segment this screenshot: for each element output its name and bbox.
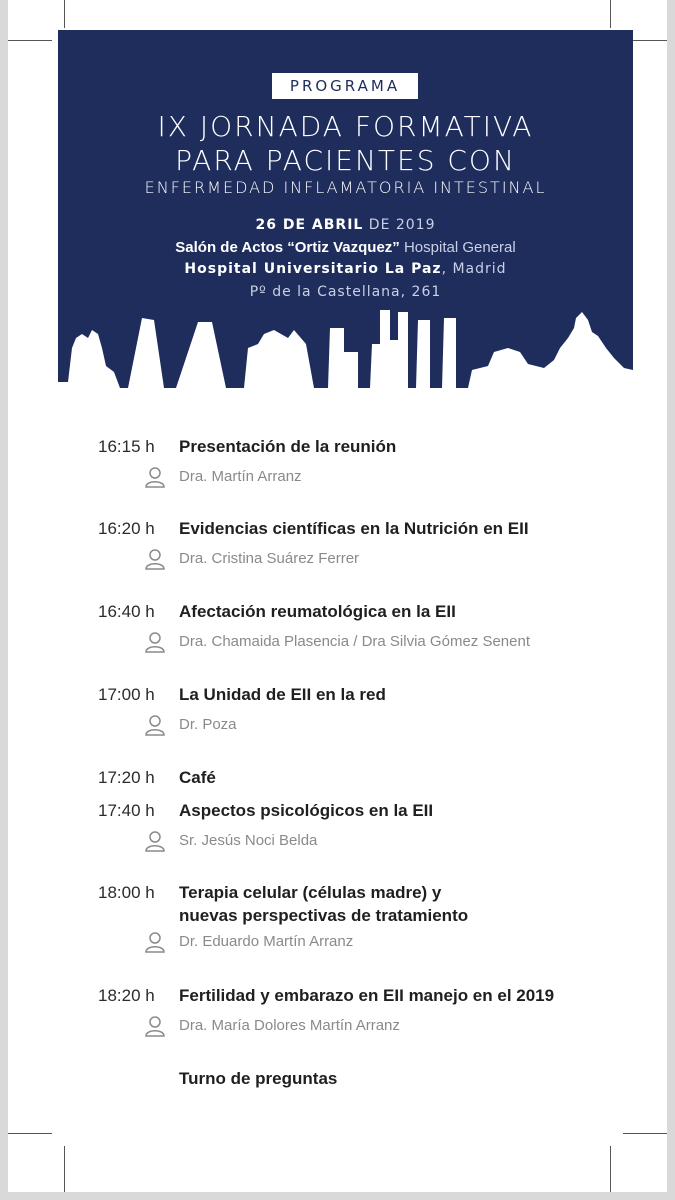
program-title-line2: nuevas perspectivas de tratamiento	[179, 906, 469, 925]
program-time: 16:15 h	[98, 437, 155, 456]
event-address: Pº de la Castellana, 261	[249, 284, 442, 300]
crop-mark	[610, 1146, 611, 1192]
person-icon	[143, 630, 167, 654]
madrid-skyline-illustration	[58, 308, 633, 388]
person-icon	[143, 713, 167, 737]
program-title: Turno de preguntas	[179, 1069, 338, 1088]
program-time: 16:20 h	[98, 519, 155, 538]
program-title: Afectación reumatológica en la EII	[179, 602, 456, 621]
program-page	[8, 0, 667, 1192]
program-speaker: Dra. María Dolores Martín Arranz	[179, 1017, 400, 1034]
program-speaker: Dra. Cristina Suárez Ferrer	[179, 550, 360, 567]
person-icon	[143, 1014, 167, 1038]
event-venue: Salón de Actos “Ortiz Vazquez” Hospital General	[175, 239, 516, 256]
program-tag: PROGRAMA	[272, 73, 418, 99]
event-hospital: Hospital Universitario La Paz, Madrid	[184, 261, 507, 277]
program-title: Terapia celular (células madre) y	[179, 883, 442, 902]
header-banner	[58, 30, 633, 388]
program-speaker: Dra. Martín Arranz	[179, 468, 302, 485]
crop-mark	[8, 1133, 52, 1134]
program-time: 17:20 h	[98, 768, 155, 787]
program-time: 16:40 h	[98, 602, 155, 621]
program-title: Evidencias científicas en la Nutrición en EII	[179, 519, 529, 538]
person-icon	[143, 829, 167, 853]
program-title: Presentación de la reunión	[179, 437, 397, 456]
person-icon	[143, 465, 167, 489]
program-time: 18:20 h	[98, 986, 155, 1005]
crop-mark	[623, 1133, 667, 1134]
event-title-line2: PARA PACIENTES CON	[175, 144, 516, 177]
program-time: 17:00 h	[98, 685, 155, 704]
event-title-line3: ENFERMEDAD INFLAMATORIA INTESTINAL	[144, 178, 547, 197]
crop-mark	[64, 0, 65, 28]
program-time: 18:00 h	[98, 883, 155, 902]
program-title: Fertilidad y embarazo en EII manejo en el 2019	[179, 986, 555, 1005]
program-speaker: Dra. Chamaida Plasencia / Dra Silvia Gómez Senent	[179, 633, 530, 650]
program-speaker: Dr. Poza	[179, 716, 237, 733]
program-title: Café	[179, 768, 216, 787]
event-date: 26 DE ABRIL DE 2019	[255, 217, 436, 233]
program-title: La Unidad de EII en la red	[179, 685, 386, 704]
event-title-line1: IX JORNADA FORMATIVA	[157, 110, 534, 143]
person-icon	[143, 930, 167, 954]
program-speaker: Sr. Jesús Noci Belda	[179, 832, 318, 849]
program-title: Aspectos psicológicos en la EII	[179, 801, 434, 820]
crop-mark	[64, 1146, 65, 1192]
crop-mark	[8, 40, 52, 41]
person-icon	[143, 547, 167, 571]
program-time: 17:40 h	[98, 801, 155, 820]
crop-mark	[610, 0, 611, 28]
program-speaker: Dr. Eduardo Martín Arranz	[179, 933, 354, 950]
